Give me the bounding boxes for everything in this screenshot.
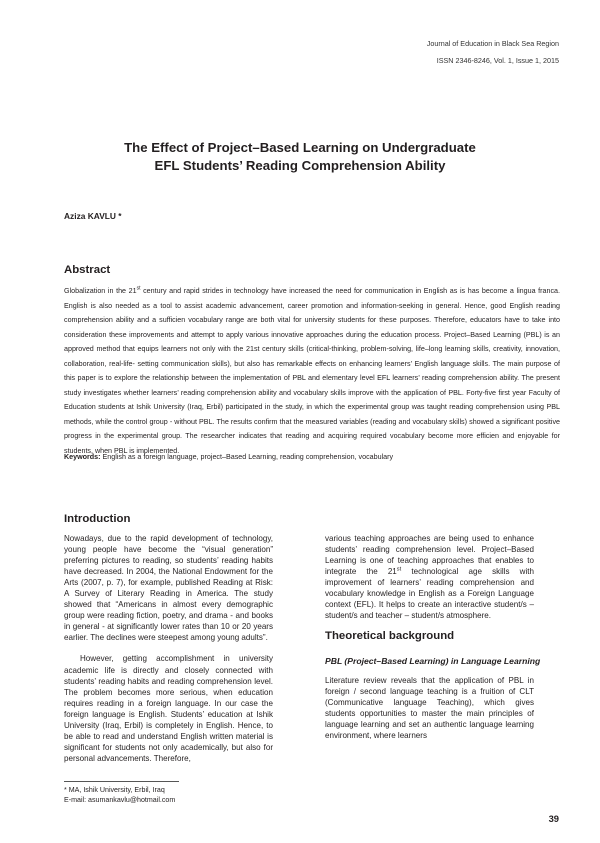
abstract-text-start: Globalization in the 21	[64, 287, 137, 295]
abstract-heading: Abstract	[64, 264, 111, 276]
title-line-2: EFL Students’ Reading Comprehension Ability	[154, 158, 446, 173]
article-title	[40, 139, 560, 175]
right-column-theory	[325, 675, 534, 741]
left-column	[64, 533, 273, 764]
intro-text-rest: technological age skills with improvement of learners’ reading comprehension and vocabulary knowledge in English as a Foreign Language context (EFL). It helps to create an interactive student/s – student/s and teacher – student/s atmosphere.	[325, 567, 534, 621]
theoretical-heading: Theoretical background	[325, 630, 455, 642]
abstract-body	[64, 284, 560, 459]
right-column-intro	[325, 533, 534, 621]
intro-paragraph-3	[325, 533, 534, 621]
intro-text-start: various teaching approaches are being used to enhance students’ reading comprehension level. Project–Based Learning is one of teaching approaches that enables to integrate the 21	[325, 534, 534, 577]
page-number: 39	[548, 813, 559, 824]
superscript: st	[396, 566, 402, 573]
footnote-rule	[64, 781, 179, 782]
footnote-email: E-mail: asumankavlu@hotmail.com	[64, 795, 176, 804]
author-name: Aziza KAVLU *	[64, 211, 122, 221]
keywords-label: Keywords:	[64, 453, 101, 461]
keywords	[64, 452, 560, 462]
title-line-1: The Effect of Project–Based Learning on Undergraduate	[124, 140, 476, 155]
abstract-text-rest: century and rapid strides in technology have increased the need for communication in English as is has become a lingua franca. English is also needed as a tool to assist academic advancement, career promotion and information-seeking in general. Hence, good English reading comprehension ability and a sufficien vocabulary range are both vital for university students for these purposes. Therefore, educators have to take into consideration these improvements and attempt to apply various innovative approaches during the education process. Project–Based Learning (PBL) is an approved method that equips learners not only with the 21st century skills (critical-thinking, problem-solving, life–long learning skills, creativity, innovation, collaboration, real-life- setting communication skills), but also has remarkable effects on enhancing learners’ English language skills. The main purpose of this paper is to explore the relationship between the implementation of PBL and elementary level EFL learners’ reading comprehension ability. The present study investigates whether learners’ reading comprehension ability and vocabulary skills improve with the application of PBL. Forty-five first year Faculty of Education students at Ishik University (Iraq, Erbil) participated in the study, in which the experimental group was taught reading comprehension using PBL methods, while the control group - without PBL. The results confirm that the measured variables (reading and vocabulary skills) showed a significant positive progress in the experimental group. The researcher indicates that reading and acquiring required vocabulary become more efficien and enjoyable for students, when PBL is implemented.	[64, 287, 560, 456]
theoretical-subheading: PBL (Project–Based Learning) in Language Learning	[325, 656, 541, 666]
introduction-heading: Introduction	[64, 513, 131, 525]
theory-paragraph-1: Literature review reveals that the application of PBL in foreign / second language teaching is a fruition of CLT (Communicative language Teaching), which gives students opportunities to master the main principles of language learning and set an authentic language learning environment, where learners	[325, 676, 534, 741]
footnote	[64, 786, 175, 806]
superscript: st	[136, 285, 141, 292]
intro-paragraph-2: However, getting accomplishment in university academic life is directly and closely connected with students’ reading habits and reading comprehension level. The problem becomes more serious, when education requires reading in a foreign language. In our case the foreign language is English. Students’ education at Ishik University (Iraq, Erbil) is completely in English. Hence, to be able to read and understand English written material is significant for students not only academically, but also for personal advancements. Therefore,	[64, 654, 273, 763]
intro-paragraph-1: Nowadays, due to the rapid development of technology, young people have become the “visual generation” preferring pictures to reading, so students’ reading habits have decreased. In 2004, the National Endowment for the Arts (2007, p. 7), for example, published Reading at Risk: A Survey of Literary Reading in America. The study showed that “Americans in almost every demographic group were reading fiction, poetry, and drama - and books in general - at significantly lower rates than 10 or 20 years earlier. The declines were steepest among young adults”.	[64, 534, 273, 643]
footnote-affiliation: * MA, Ishik University, Erbil, Iraq	[64, 786, 165, 794]
keywords-text: English as a foreign language, project–Based Learning, reading comprehension, vocabulary	[100, 453, 394, 461]
issn-line: ISSN 2346-8246, Vol. 1, Issue 1, 2015	[436, 56, 559, 65]
journal-name: Journal of Education in Black Sea Region	[426, 39, 559, 48]
